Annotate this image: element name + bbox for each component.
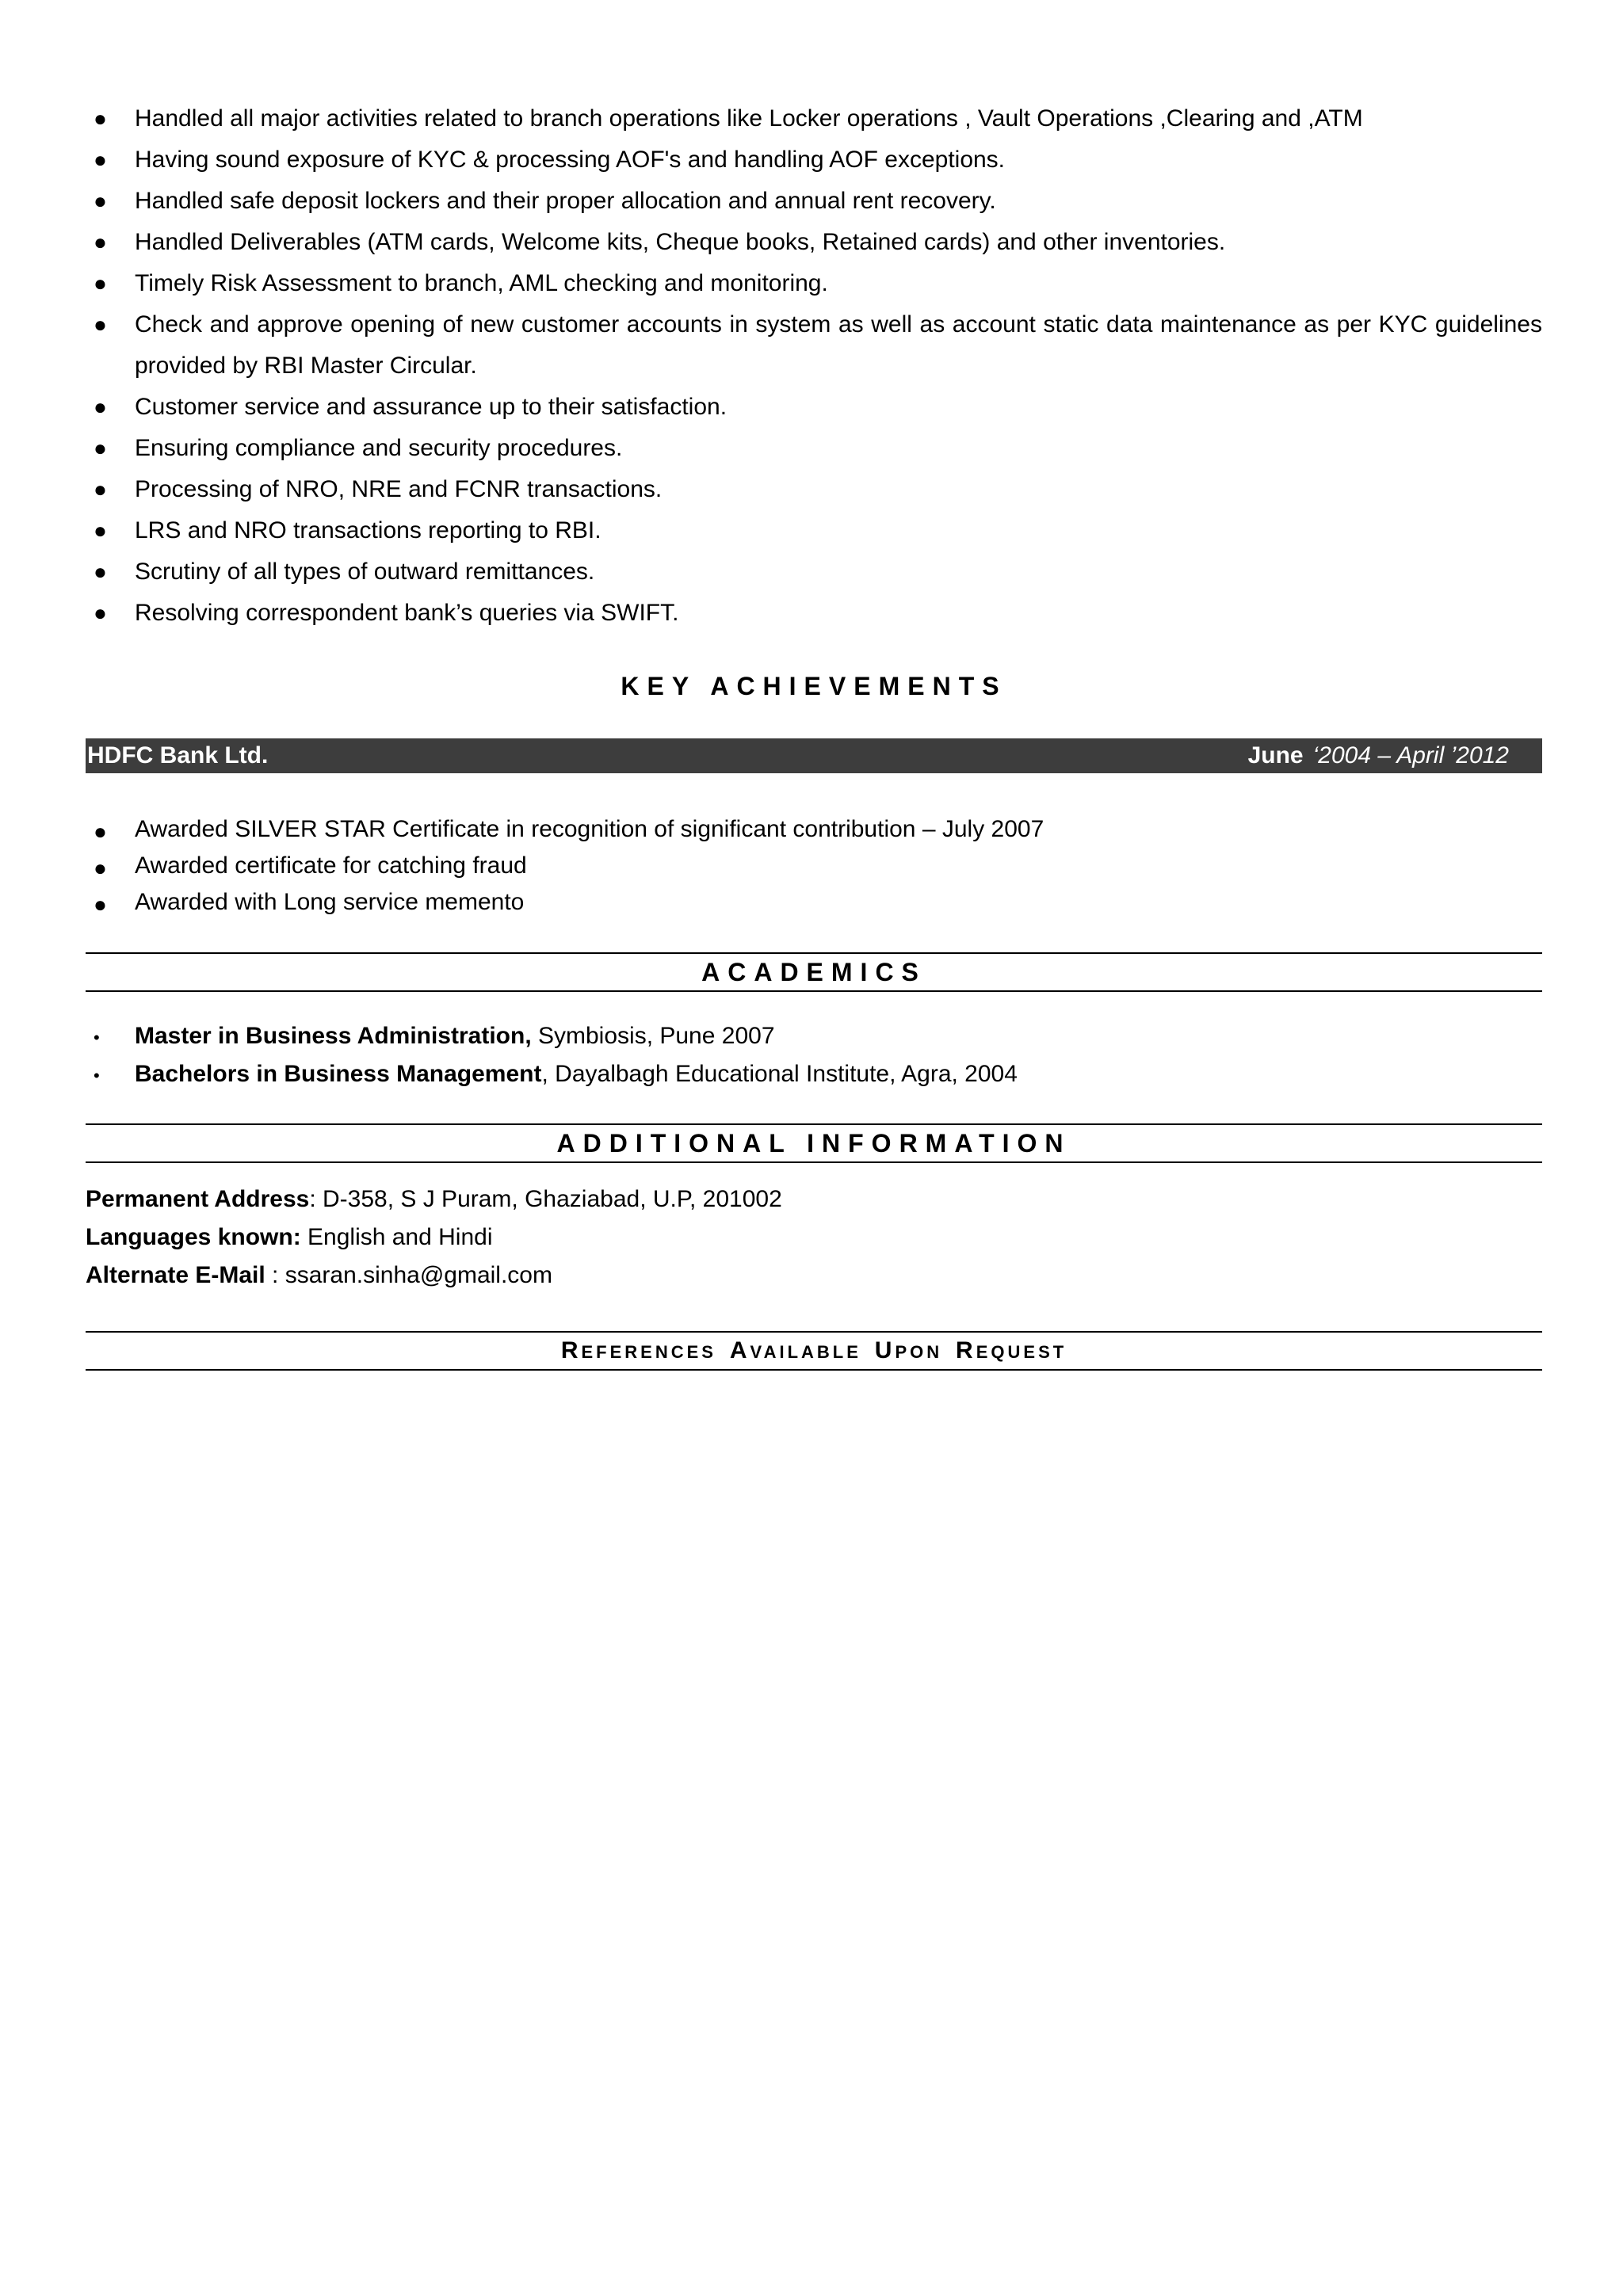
address-value: : D-358, S J Puram, Ghaziabad, U.P, 201002: [309, 1186, 782, 1212]
bullet-icon: ●: [94, 395, 107, 419]
degree-name: Master in Business Administration,: [135, 1023, 532, 1049]
list-item: ● Resolving correspondent bank’s queries via SWIFT.: [86, 593, 1542, 634]
key-achievements-heading: KEY ACHIEVEMENTS: [621, 672, 1007, 700]
bullet-icon: •: [94, 1028, 100, 1047]
languages-value: English and Hindi: [300, 1224, 493, 1250]
institution: Symbiosis, Pune 2007: [531, 1023, 775, 1049]
references-heading: REFERENCES AVAILABLE UPON REQUEST: [560, 1337, 1067, 1363]
bullet-icon: ●: [94, 436, 107, 460]
list-item: ● LRS and NRO transactions reporting to RBI.: [86, 510, 1542, 551]
academics-list: [86, 1017, 1542, 1093]
references-section-header: [86, 1331, 1542, 1371]
bullet-icon: ●: [94, 271, 107, 296]
email-label: Alternate E-Mail: [86, 1262, 265, 1288]
academics-heading: ACADEMICS: [701, 958, 926, 986]
job-duties-list: [86, 98, 1542, 634]
bullet-icon: ●: [94, 518, 107, 543]
list-item: ● Customer service and assurance up to their satisfaction.: [86, 387, 1542, 428]
list-item: ● Handled Deliverables (ATM cards, Welcome kits, Cheque books, Retained cards) and other inventories.: [86, 222, 1542, 263]
list-item: ● Awarded with Long service memento: [86, 884, 1542, 921]
email-row: [86, 1257, 1542, 1295]
academics-section-header: [86, 952, 1542, 992]
list-item: [86, 1055, 1542, 1093]
list-item: ● Ensuring compliance and security procedures.: [86, 428, 1542, 469]
list-item: ● Having sound exposure of KYC & processing AOF's and handling AOF exceptions.: [86, 139, 1542, 181]
list-item: ● Processing of NRO, NRE and FCNR transactions.: [86, 469, 1542, 510]
list-item: ● Handled all major activities related to branch operations like Locker operations , Vault Operations ,Clearing and ,ATM: [86, 98, 1542, 139]
employment-dates: [1248, 738, 1509, 773]
employer-bar: [86, 738, 1542, 773]
bullet-icon: ●: [94, 106, 107, 131]
list-item: ● Awarded certificate for catching fraud: [86, 848, 1542, 884]
bullet-icon: ●: [94, 559, 107, 584]
list-item: ● Check and approve opening of new customer accounts in system as well as account static data maintenance as per KYC guidelines provided by RBI Master Circular.: [86, 304, 1542, 387]
achievements-list: [86, 811, 1542, 921]
additional-info: [86, 1180, 1542, 1295]
bullet-icon: ●: [94, 477, 107, 502]
languages-label: Languages known:: [86, 1224, 301, 1250]
bullet-icon: ●: [94, 312, 107, 337]
bullet-icon: ●: [94, 819, 107, 844]
address-row: [86, 1180, 1542, 1219]
list-item: ● Handled safe deposit lockers and their proper allocation and annual rent recovery.: [86, 181, 1542, 222]
start-month: June: [1247, 742, 1304, 769]
bullet-icon: ●: [94, 856, 107, 880]
languages-row: [86, 1219, 1542, 1257]
list-item: ● Scrutiny of all types of outward remittances.: [86, 551, 1542, 593]
degree-name: Bachelors in Business Management: [135, 1061, 542, 1087]
employer-name: HDFC Bank Ltd.: [87, 742, 269, 769]
date-range: ‘2004 – April ’2012: [1312, 742, 1509, 769]
bullet-icon: •: [94, 1066, 100, 1085]
additional-info-heading: ADDITIONAL INFORMATION: [556, 1129, 1071, 1158]
list-item: ● Timely Risk Assessment to branch, AML checking and monitoring.: [86, 263, 1542, 304]
address-label: Permanent Address: [86, 1186, 310, 1212]
bullet-icon: ●: [94, 601, 107, 625]
bullet-icon: ●: [94, 189, 107, 213]
list-item: [86, 1017, 1542, 1055]
institution: , Dayalbagh Educational Institute, Agra, 2004: [541, 1061, 1018, 1087]
bullet-icon: ●: [94, 230, 107, 254]
additional-info-section-header: [86, 1123, 1542, 1163]
list-item: ● Awarded SILVER STAR Certificate in recognition of significant contribution – July 2007: [86, 811, 1542, 848]
bullet-icon: ●: [94, 147, 107, 172]
email-value: : ssaran.sinha@gmail.com: [265, 1262, 552, 1288]
bullet-icon: ●: [94, 892, 107, 917]
